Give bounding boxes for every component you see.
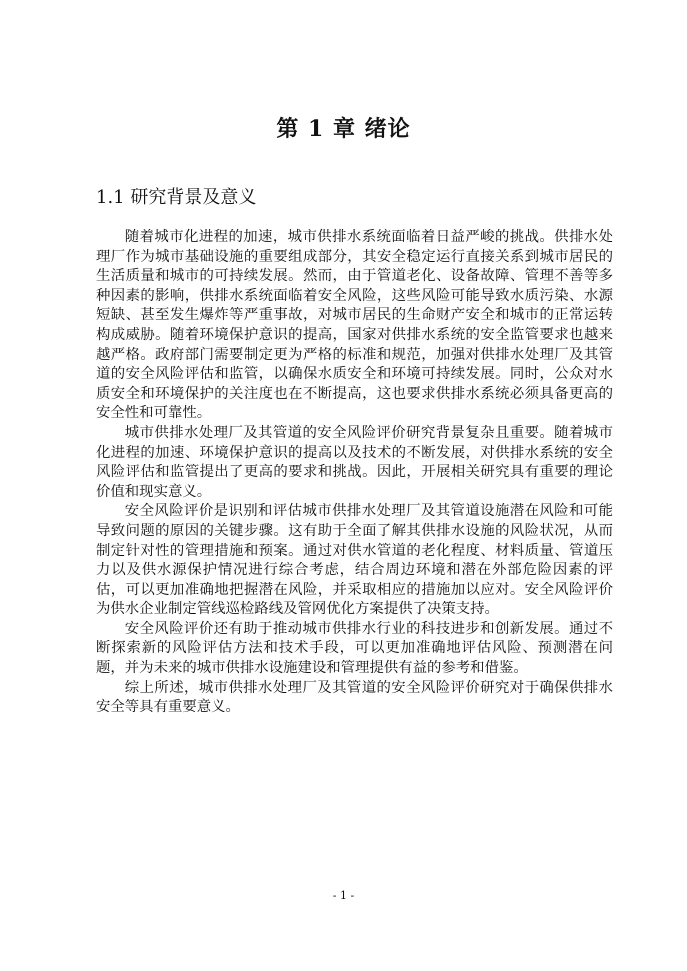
paragraph: 随着城市化进程的加速，城市供排水系统面临着日益严峻的挑战。供排水处理厂作为城市基础设施的重要组成部分，其安全稳定运行直接关系到城市居民的生活质量和城市的可持续发展。然而，由于管道老化、设备故障、管理不善等多种因素的影响，供排水系统面临着安全风险，这些风险可能导致水质污染、水源短缺、甚至发生爆炸等严重事故，对城市居民的生命财产安全和城市的正常运转构成威胁。随着环境保护意识的提高，国家对供排水系统的安全监管要求也越来越严格。政府部门需要制定更为严格的标准和规范，加强对供排水处理厂及其管道的安全风险评估和监管，以确保水质安全和环境可持续发展。同时，公众对水质安全和环境保护的关注度也在不断提高，这也要求供排水系统必须具备更高的安全性和可靠性。: [96, 229, 613, 422]
body-text: [96, 228, 613, 718]
chapter-title: 第 1 章 绪论: [276, 116, 411, 142]
paragraph: 安全风险评价是识别和评估城市供排水处理厂及其管道设施潜在风险和可能导致问题的原因的关键步骤。这有助于全面了解其供排水设施的风险状况，从而制定针对性的管理措施和预案。通过对供水管道的老化程度、材料质量、管道压力以及供水源保护情况进行综合考虑，结合周边环境和潜在外部危险因素的评估，可以更加准确地把握潜在风险，并采取相应的措施加以应对。安全风险评价为供水企业制定管线巡检路线及管网优化方案提供了决策支持。: [96, 503, 613, 618]
section-title: 1.1 研究背景及意义: [96, 187, 257, 208]
paragraph: 城市供排水处理厂及其管道的安全风险评价研究背景复杂且重要。随着城市化进程的加速、环境保护意识的提高以及技术的不断发展，对供排水系统的安全风险评估和监管提出了更高的要求和挑战。因此，开展相关研究具有重要的理论价值和现实意义。: [96, 424, 613, 500]
paragraph: 综上所述，城市供排水处理厂及其管道的安全风险评价研究对于确保供排水安全等具有重要意义。: [96, 679, 613, 716]
page-number: - 1 -: [332, 889, 355, 902]
paragraph: 安全风险评价还有助于推动城市供排水行业的科技进步和创新发展。通过不断探索新的风险评估方法和技术手段，可以更加准确地评估风险、预测潜在问题，并为未来的城市供排水设施建设和管理提供有益的参考和借鉴。: [96, 620, 613, 677]
